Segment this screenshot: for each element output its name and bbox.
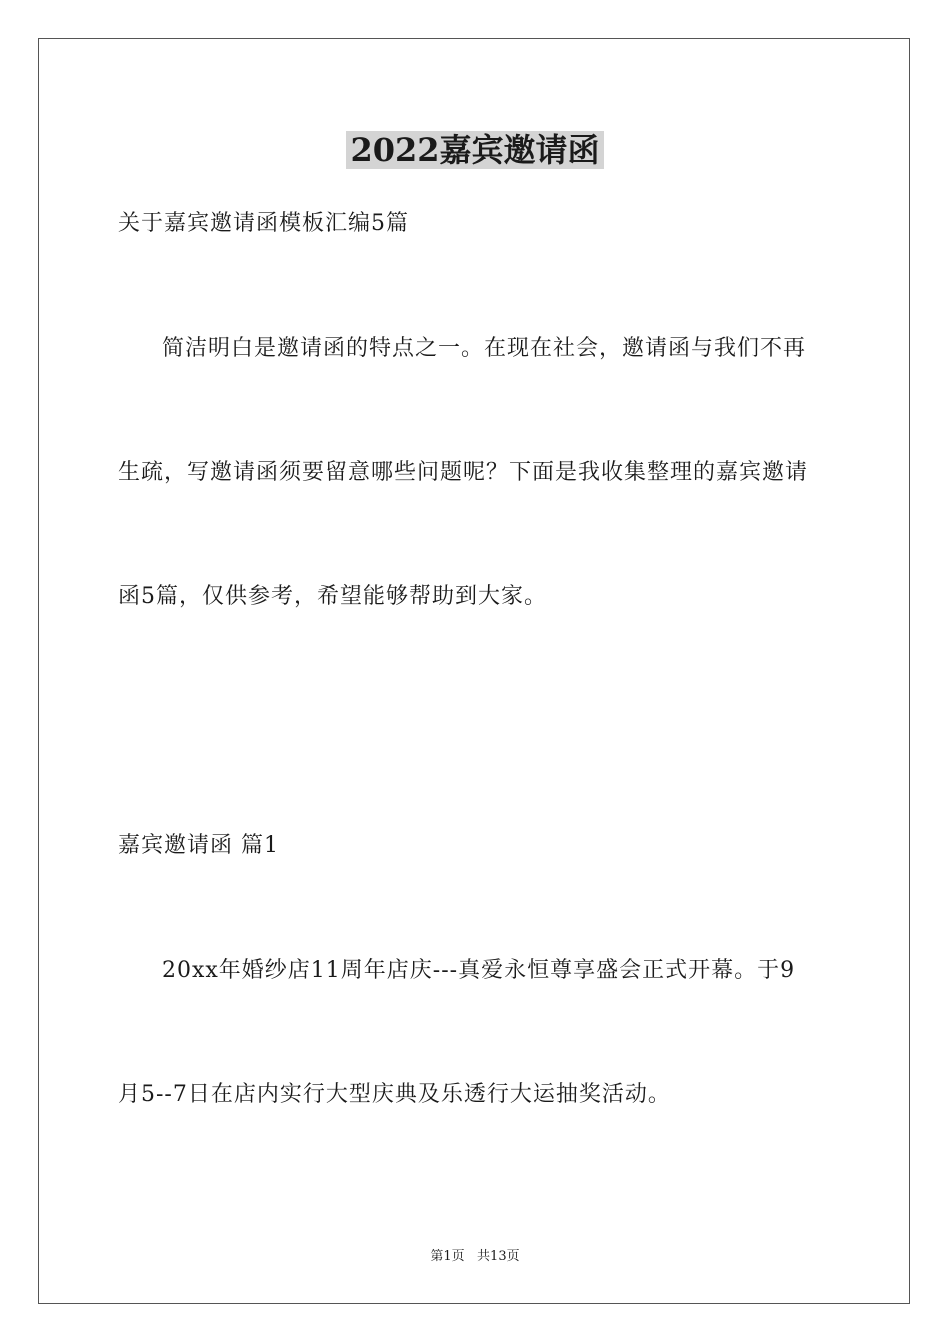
section-line-2: 月5--7日在店内实行大型庆典及乐透行大运抽奖活动。 — [118, 1082, 671, 1107]
document-title — [0, 128, 950, 172]
section-heading: 嘉宾邀请函 篇1 — [118, 833, 279, 858]
section-line-1: 20xx年婚纱店11周年店庆---真爱永恒尊享盛会正式开幕。于9 — [162, 958, 796, 983]
document-title-text: 2022嘉宾邀请函 — [346, 131, 603, 169]
intro-line-3: 函5篇，仅供参考，希望能够帮助到大家。 — [118, 584, 547, 609]
page-footer: 第1页 共13页 — [430, 1249, 520, 1264]
intro-line-1: 简洁明白是邀请函的特点之一。在现在社会，邀请函与我们不再 — [162, 336, 807, 361]
intro-line-2: 生疏，写邀请函须要留意哪些问题呢？下面是我收集整理的嘉宾邀请 — [118, 460, 809, 485]
document-subtitle: 关于嘉宾邀请函模板汇编5篇 — [118, 211, 409, 236]
